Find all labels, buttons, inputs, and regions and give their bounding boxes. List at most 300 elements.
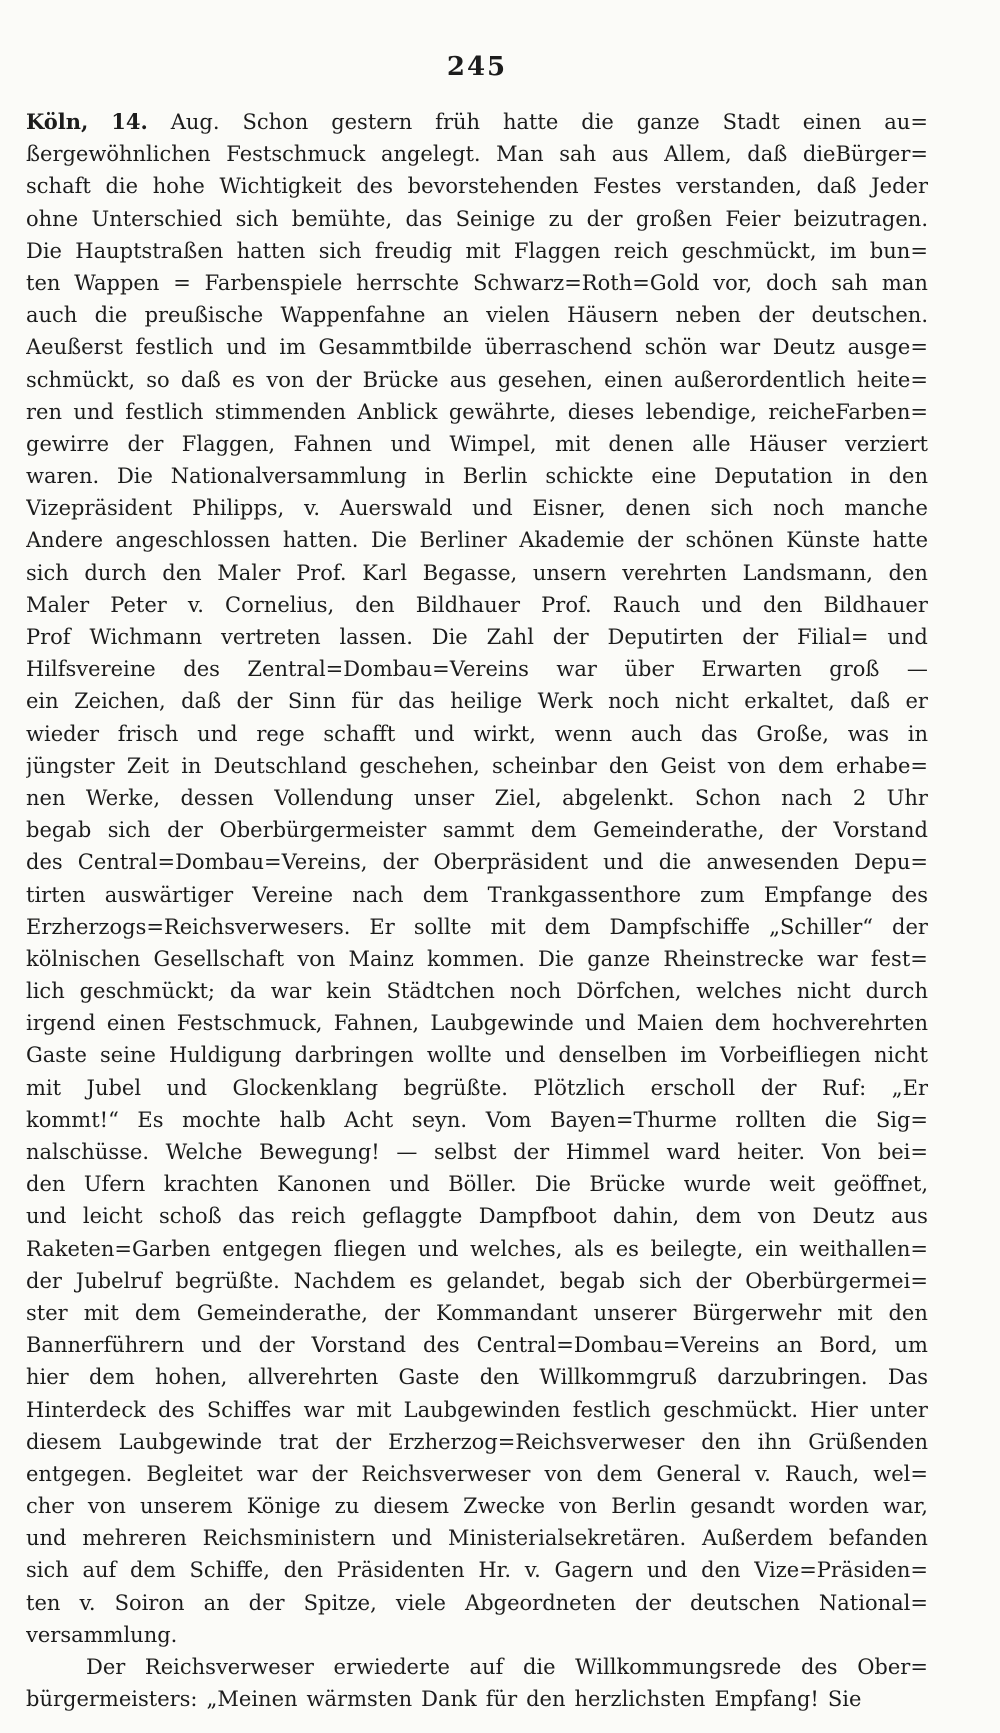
word: kommt!“: [26, 1107, 119, 1132]
word: Hilfsvereine: [26, 657, 156, 682]
word: Prof.: [296, 560, 347, 585]
word: v.: [304, 496, 321, 521]
word: so: [146, 367, 170, 392]
word: man: [881, 270, 928, 295]
word: Nationalversammlung: [170, 464, 407, 489]
text-line: [26, 814, 928, 846]
word: das: [398, 689, 435, 714]
word: v.: [187, 592, 204, 617]
word: geschehen,: [359, 753, 480, 778]
text-line: [26, 203, 928, 235]
word: den: [162, 560, 202, 585]
word: auf: [469, 1655, 504, 1679]
word: den: [26, 1172, 66, 1197]
word: und: [197, 721, 238, 746]
word: der: [384, 1300, 420, 1325]
word: sammt: [442, 818, 515, 843]
text-line: [26, 524, 928, 556]
word: Schon: [694, 785, 761, 810]
word: Acht: [344, 1107, 394, 1132]
word: worden: [788, 1494, 869, 1519]
word: allverehrten: [247, 1365, 379, 1390]
word: der: [248, 1590, 285, 1615]
word: bei=: [877, 1140, 928, 1164]
word: Vereine: [252, 882, 334, 907]
word: die: [824, 1107, 858, 1132]
word: einen: [604, 367, 663, 392]
word: waren.: [26, 464, 100, 489]
word: gewirre: [26, 431, 110, 456]
word: heiter.: [737, 1140, 806, 1164]
word: der: [513, 1140, 550, 1164]
word: der: [26, 1268, 62, 1293]
text-line: [26, 1233, 928, 1265]
word: Kommandant: [436, 1300, 578, 1325]
word: welches,: [470, 1236, 563, 1261]
word: Jubel: [86, 1075, 142, 1100]
word: Böller.: [448, 1172, 517, 1197]
word: „Schiller“: [769, 914, 874, 939]
word: eine: [651, 464, 697, 489]
word: Sig=: [875, 1107, 928, 1132]
word: geöffnet,: [833, 1172, 928, 1197]
word: Schon: [242, 110, 309, 134]
word: Central=Dombau=Vereins: [476, 1333, 760, 1358]
text-line: [26, 911, 928, 943]
word: lassen.: [339, 625, 413, 649]
word: des: [891, 882, 928, 907]
word: erscholl: [650, 1075, 736, 1100]
word: Auerswald: [339, 496, 453, 521]
word: schön: [644, 335, 707, 360]
word: vertreten: [220, 625, 321, 649]
word: zum: [700, 882, 745, 907]
word: Oberpräsident: [433, 850, 589, 875]
word: und: [504, 1043, 546, 1068]
word: Unterschied: [91, 206, 223, 231]
text-line: [26, 1039, 928, 1071]
word: Bewegung!: [259, 1140, 380, 1164]
word: Fahnen,: [333, 1011, 420, 1036]
text-line: [26, 1265, 928, 1297]
word: wärmsten: [306, 1687, 413, 1712]
word: bemühte,: [291, 206, 393, 231]
word: noch: [772, 496, 825, 521]
word: Köln,: [26, 109, 89, 134]
word: noch: [608, 689, 660, 714]
word: und: [414, 721, 455, 746]
word: von: [727, 753, 766, 778]
word: Begleitet: [146, 1461, 243, 1486]
word: seyn.: [411, 1107, 468, 1132]
word: lebendige,: [645, 399, 757, 424]
word: war: [256, 1461, 298, 1486]
word: selbst: [434, 1140, 497, 1164]
word: Plötzlich: [533, 1075, 626, 1100]
word: die: [658, 850, 692, 875]
word: Schwarz=Roth=Gold: [472, 270, 700, 295]
word: der: [335, 1429, 372, 1454]
word: dem: [88, 1365, 135, 1390]
word: unser: [413, 785, 475, 810]
word: Laubgewinde: [118, 1429, 263, 1454]
word: und: [226, 335, 267, 360]
word: Die: [116, 464, 153, 489]
word: 2: [852, 785, 867, 810]
word: mit: [837, 1300, 873, 1325]
word: Kanonen: [277, 1172, 371, 1197]
word: in: [181, 753, 202, 778]
word: ßergewöhnlichen: [26, 142, 211, 167]
word: au=: [884, 110, 928, 134]
word: sich: [107, 818, 151, 843]
word: sah: [831, 270, 869, 295]
word: mit: [554, 431, 591, 456]
text-line: [26, 1394, 928, 1426]
word: Glockenklang: [232, 1075, 379, 1100]
word: war,: [882, 1494, 928, 1519]
word: erkaltet,: [744, 689, 835, 714]
word: Der: [86, 1655, 126, 1679]
word: Andere: [26, 528, 104, 553]
word: der: [236, 689, 273, 714]
text-line: [26, 492, 928, 524]
text-line: [26, 331, 928, 363]
word: anwesenden: [706, 850, 840, 875]
word: und: [472, 496, 513, 521]
text-line: [26, 1619, 928, 1651]
word: daß: [816, 174, 857, 199]
word: Aeußerst: [26, 335, 123, 360]
word: Die: [431, 625, 468, 649]
word: den: [283, 1558, 323, 1583]
word: reich: [291, 1204, 346, 1229]
word: Bord,: [819, 1333, 878, 1358]
word: Die: [534, 1172, 571, 1197]
text-line: [26, 460, 928, 492]
word: Werke,: [85, 785, 161, 810]
word: was: [847, 721, 889, 746]
word: sollte: [413, 914, 472, 939]
word: der: [167, 818, 203, 843]
word: Flaggen: [513, 238, 601, 263]
word: dieBürger=: [802, 142, 928, 167]
word: Erwarten: [701, 657, 802, 682]
word: dem: [544, 914, 591, 939]
word: Landsmann,: [742, 560, 873, 585]
word: auch: [26, 303, 78, 328]
word: Bannerführern: [26, 1333, 185, 1358]
word: ster: [26, 1300, 68, 1325]
word: Festes: [593, 174, 662, 199]
word: der: [695, 1268, 732, 1293]
text-line: [26, 943, 928, 975]
text-line: [26, 1522, 928, 1554]
word: wenn: [554, 721, 613, 746]
word: an: [203, 1590, 230, 1615]
word: tirten: [26, 882, 86, 907]
word: Zentral=Dombau=Vereins: [247, 657, 529, 682]
word: Laubgewinde: [430, 1011, 574, 1036]
word: Anblick: [357, 399, 438, 424]
word: scheinbar: [492, 753, 597, 778]
word: „Meinen: [206, 1687, 298, 1712]
word: zu: [334, 1494, 360, 1519]
word: Ufern: [83, 1172, 146, 1197]
text-line: [26, 170, 928, 202]
word: Werk: [537, 689, 593, 714]
word: reicheFarben=: [768, 399, 928, 424]
word: geschmückt,: [681, 238, 817, 263]
word: im: [829, 238, 857, 263]
word: Gaste: [26, 1043, 87, 1068]
word: einen: [106, 1011, 166, 1036]
text-line: [26, 1104, 928, 1136]
word: hochverehrten: [771, 1011, 928, 1036]
word: —: [906, 657, 928, 682]
word: und: [646, 1558, 688, 1583]
word: ten: [26, 1590, 61, 1615]
word: entgegen: [222, 1236, 323, 1261]
word: dem: [714, 1011, 761, 1036]
word: herrschte: [356, 270, 460, 295]
word: Große,: [756, 721, 829, 746]
word: nicht: [674, 689, 729, 714]
word: großen: [635, 206, 712, 231]
word: mit: [83, 1300, 119, 1325]
word: kommen.: [427, 946, 525, 971]
word: von: [297, 946, 336, 971]
word: geschmückt;: [79, 979, 215, 1004]
text-line: [26, 299, 928, 331]
word: denen: [608, 431, 674, 456]
text-line: [26, 267, 928, 299]
word: im: [279, 335, 306, 360]
word: Hinterdeck: [26, 1397, 146, 1422]
word: Häusern: [567, 303, 659, 328]
text-line: [26, 653, 928, 685]
word: einen: [802, 110, 862, 134]
word: Bildhauer: [415, 592, 521, 617]
word: daß: [747, 142, 788, 167]
word: in: [907, 721, 928, 746]
text-line: [26, 138, 928, 170]
word: Präsidenten: [336, 1558, 465, 1583]
word: verehrten: [622, 560, 727, 585]
word: versammlung.: [26, 1622, 178, 1647]
word: nalschüsse.: [26, 1140, 150, 1164]
word: der: [892, 914, 928, 939]
word: Geist: [660, 753, 716, 778]
word: vor,: [713, 270, 753, 295]
word: hohen,: [155, 1365, 228, 1390]
word: vielen: [486, 303, 550, 328]
word: ausge=: [847, 335, 928, 360]
word: Berliner: [419, 528, 507, 553]
word: Flaggen,: [181, 431, 276, 456]
word: Festschmuck: [226, 142, 366, 167]
word: des: [800, 1655, 838, 1679]
word: und: [417, 1236, 459, 1261]
text-line: [26, 1007, 928, 1039]
word: trat: [278, 1429, 319, 1454]
word: und: [201, 1333, 242, 1358]
text-line: [26, 1587, 928, 1619]
word: seine: [100, 1043, 156, 1068]
word: Deputirten: [607, 625, 724, 649]
word: Vize=Präsiden=: [754, 1558, 928, 1583]
word: Man: [496, 142, 544, 167]
word: der: [586, 206, 623, 231]
word: den: [888, 560, 928, 585]
word: dem: [596, 1461, 643, 1486]
word: Zwecke: [463, 1494, 546, 1519]
word: und: [585, 1011, 626, 1036]
word: überraschend: [484, 335, 633, 360]
word: Maler: [217, 560, 281, 585]
word: manche: [844, 496, 928, 521]
word: Wimpel,: [449, 431, 537, 456]
word: weit: [769, 1172, 816, 1197]
word: der: [311, 1461, 348, 1486]
word: durch: [865, 979, 928, 1004]
word: dem: [129, 1558, 176, 1583]
text-line: [26, 1168, 928, 1200]
word: heite=: [856, 367, 928, 392]
word: sah: [559, 142, 597, 167]
word: Jubelruf: [75, 1268, 162, 1293]
word: daß: [850, 689, 891, 714]
word: verziert: [844, 431, 928, 456]
word: Festschmuck,: [176, 1011, 323, 1036]
word: den: [701, 1558, 741, 1583]
word: dahin,: [612, 1204, 680, 1229]
word: Akademie: [519, 528, 625, 553]
word: Dörfchen,: [576, 979, 682, 1004]
word: Gaste: [398, 1365, 460, 1390]
word: =: [173, 270, 191, 295]
word: begrüßte.: [175, 1268, 280, 1293]
word: 14.: [111, 109, 148, 134]
word: kein: [326, 979, 372, 1004]
word: fest=: [870, 946, 928, 971]
word: hatte: [872, 528, 928, 553]
word: National=: [818, 1590, 928, 1615]
text-line: [26, 1683, 928, 1715]
word: abgelenkt.: [562, 785, 675, 810]
word: darzubringen.: [717, 1365, 868, 1390]
word: ein: [755, 1236, 788, 1261]
word: hatten: [236, 238, 306, 263]
text-line: [26, 621, 928, 653]
word: der: [127, 431, 164, 456]
word: Reichsministern: [202, 1526, 376, 1551]
word: Dank: [421, 1687, 477, 1712]
word: Berlin: [462, 464, 528, 489]
word: denselben: [558, 1043, 668, 1068]
text-line: [26, 1136, 928, 1168]
word: kölnischen: [26, 946, 141, 971]
word: Begasse,: [422, 560, 518, 585]
word: zu: [548, 206, 574, 231]
word: Empfang!: [714, 1687, 819, 1712]
word: stimmenden: [214, 399, 346, 424]
word: den: [763, 592, 803, 617]
text-line: [26, 685, 928, 717]
text-line: [26, 846, 928, 878]
word: mit: [465, 238, 501, 263]
word: da: [229, 979, 256, 1004]
word: Brücke: [362, 367, 439, 392]
text-line: [26, 1361, 928, 1393]
word: Dampfschiffe: [609, 914, 751, 939]
text-line: [26, 364, 928, 396]
word: der: [258, 1333, 295, 1358]
word: rollten: [735, 1107, 807, 1132]
word: festlich: [572, 1397, 651, 1422]
word: Seinige: [455, 206, 536, 231]
word: Depu=: [854, 850, 928, 875]
word: Sie: [827, 1687, 862, 1712]
word: die: [522, 1655, 556, 1679]
word: Von: [821, 1140, 862, 1164]
word: gesandt: [690, 1494, 775, 1519]
text-line: [26, 1458, 928, 1490]
word: war: [719, 335, 761, 360]
word: war: [270, 979, 312, 1004]
word: nach: [781, 785, 833, 810]
word: nicht: [796, 979, 851, 1004]
word: Deutz: [772, 335, 836, 360]
word: in: [850, 464, 871, 489]
word: Sinn: [287, 689, 336, 714]
word: Stadt: [722, 110, 780, 134]
word: Willkommungsrede: [575, 1655, 782, 1679]
word: deutschen.: [811, 303, 928, 328]
word: geflaggte: [362, 1204, 463, 1229]
word: schönen: [685, 528, 774, 553]
word: Nachdem: [293, 1268, 396, 1293]
word: „Er: [891, 1075, 928, 1100]
word: Vorbeifliegen: [719, 1043, 861, 1068]
word: unserer: [593, 1300, 677, 1325]
word: Hier: [810, 1397, 858, 1422]
word: —: [396, 1140, 418, 1164]
word: Laubgewinden: [403, 1397, 561, 1422]
word: nach: [352, 882, 404, 907]
word: daß: [180, 367, 221, 392]
text-line: [26, 396, 928, 428]
word: beilegte,: [650, 1236, 744, 1261]
word: schmückt,: [26, 367, 136, 392]
word: geschmückt.: [663, 1397, 799, 1422]
word: des: [423, 1333, 460, 1358]
word: Mainz: [348, 946, 414, 971]
word: und: [26, 1526, 67, 1551]
word: Wichmann: [89, 625, 203, 649]
word: reich: [613, 238, 669, 263]
word: Außerdem: [702, 1526, 813, 1551]
text-line: [26, 106, 928, 138]
word: Schiffe,: [189, 1558, 270, 1583]
word: ohne: [26, 206, 79, 231]
word: Dampfboot: [478, 1204, 597, 1229]
text-line: [26, 718, 928, 750]
word: Rheinstrecke: [663, 946, 804, 971]
word: des: [26, 850, 63, 875]
word: General: [656, 1461, 741, 1486]
word: sich: [26, 560, 69, 585]
